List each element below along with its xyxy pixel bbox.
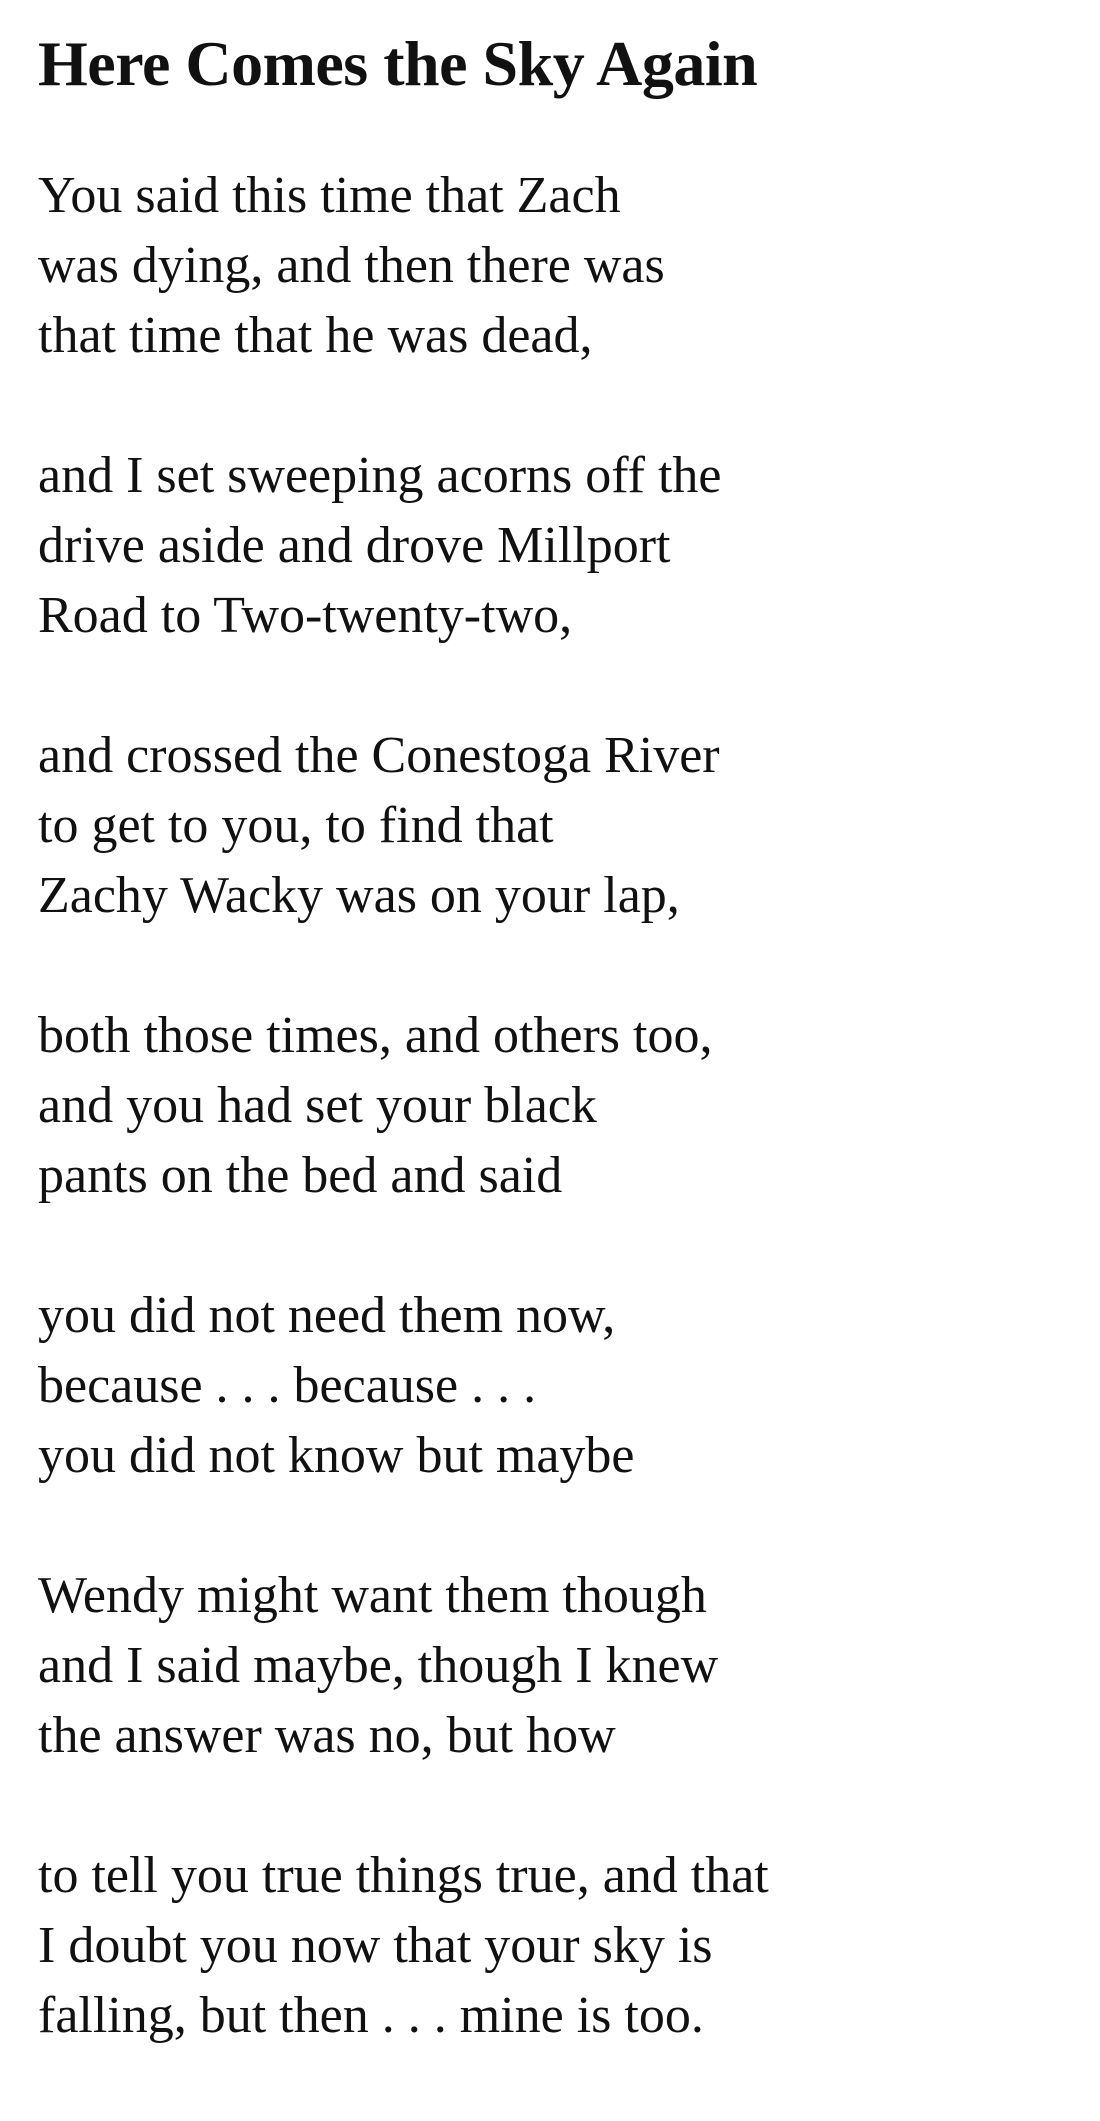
poem-line: you did not need them now, (38, 1287, 616, 1344)
poem-body (38, 161, 1068, 2051)
stanza-6 (38, 1561, 1068, 1771)
poem-line: both those times, and others too, (38, 1007, 713, 1064)
poem-line: the answer was no, but how (38, 1707, 616, 1764)
poem-line: You said this time that Zach (38, 167, 621, 224)
stanza-3 (38, 721, 1068, 931)
poem-line: that time that he was dead, (38, 307, 593, 364)
stanza-5 (38, 1281, 1068, 1491)
poem-line: was dying, and then there was (38, 237, 665, 294)
poem-line: I doubt you now that your sky is (38, 1917, 713, 1974)
poem-line: because . . . because . . . (38, 1357, 537, 1414)
poem-page (38, 0, 1068, 2121)
stanza-2 (38, 441, 1068, 651)
poem-line: Zachy Wacky was on your lap, (38, 867, 680, 924)
poem-line: and I said maybe, though I knew (38, 1637, 719, 1694)
poem-line: and crossed the Conestoga River (38, 727, 720, 784)
poem-line: you did not know but maybe (38, 1427, 635, 1484)
poem-line: and I set sweeping acorns off the (38, 447, 722, 504)
poem-line: to tell you true things true, and that (38, 1847, 769, 1904)
poem-line: falling, but then . . . mine is too. (38, 1987, 704, 2044)
poem-line: to get to you, to find that (38, 797, 554, 854)
stanza-7 (38, 1841, 1068, 2051)
poem-line: pants on the bed and said (38, 1147, 563, 1204)
poem-line: and you had set your black (38, 1077, 597, 1134)
stanza-4 (38, 1001, 1068, 1211)
poem-line: Road to Two-twenty-two, (38, 587, 573, 644)
poem-title: Here Comes the Sky Again (38, 28, 758, 99)
poem-line: Wendy might want them though (38, 1567, 707, 1624)
poem-line: drive aside and drove Millport (38, 517, 671, 574)
stanza-1 (38, 161, 1068, 371)
